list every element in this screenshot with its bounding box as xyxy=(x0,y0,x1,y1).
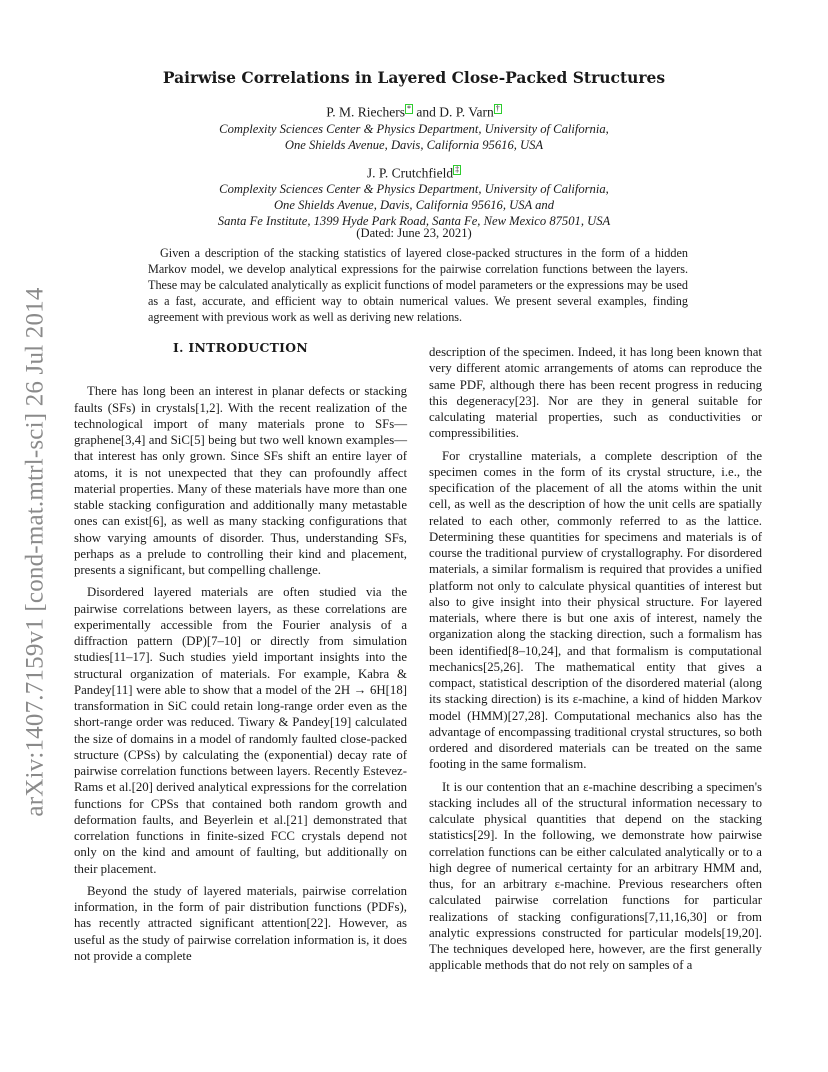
paper-date: (Dated: June 23, 2021) xyxy=(356,226,472,240)
author-riechers: P. M. Riechers xyxy=(326,104,405,120)
author-footnote-marker[interactable]: † xyxy=(495,104,500,113)
arxiv-identifier: arXiv:1407.7159v1 [cond-mat.mtrl-sci] 26 Jul 2014 xyxy=(22,287,50,817)
paragraph: description of the specimen. Indeed, it has long been known that very different atomic arrangements of atoms can reproduce the same PDF, although there has been recent progress in reducing this degeneracy[23]. Nor are they in general suitable for calculating material properties, such as conductivities or compressibilities. xyxy=(429,345,762,441)
affiliation-line: One Shields Avenue, Davis, California 95616, USA and xyxy=(273,198,555,212)
author-conjunction: and xyxy=(412,104,440,120)
abstract: Given a description of the stacking statistics of layered close-packed structures in the form of a hidden Markov model, we develop analytical expressions for the pairwise correlation functions between the layers. These may be calculated analytically as explicit functions of model parameters or the expressions may be used as a fast, accurate, and efficient way to obtain numerical values. We present several examples, finding agreement with previous work as well as deriving new relations. xyxy=(148,246,688,324)
left-column xyxy=(74,340,407,970)
right-column xyxy=(429,344,762,980)
affiliation-line: Complexity Sciences Center & Physics Department, University of California, xyxy=(219,182,609,196)
affiliation-2 xyxy=(0,181,828,229)
affiliation-line: Complexity Sciences Center & Physics Department, University of California, xyxy=(219,122,609,136)
author-footnote-marker[interactable]: ‡ xyxy=(455,165,460,174)
paragraph: There has long been an interest in planar defects or stacking faults (SFs) in crystals[1,2]. With the recent realization of the technological import of many materials prone to SFs—graphene[3,4] and SiC[5] being but two well known examples—that interest has only grown. Since SFs shift an entire layer of atoms, it is not unexpected that they can profoundly affect material properties. Many of these materials have more than one stable stacking configuration and additionally many metastable ones can exist[6], as well as many stacking configurations that show varying amounts of disorder. Thus, understanding SFs, perhaps as a prelude to controlling their kind and placement, presents a significant, but compelling challenge. xyxy=(74,384,407,577)
author-line-2 xyxy=(0,165,828,182)
paragraph: It is our contention that an ε-machine describing a specimen's stacking includes all of the structural information necessary to calculate physical quantities that depend on the stacking statistics[29]. In the following, we demonstrate how pairwise correlation functions can be either calculated analytically or to a high degree of numerical certainty for an arbitrary HMM and, thus, for an arbitrary ε-machine. Previous researchers often calculated pairwise correlation functions for particular realizations of stacking configurations[7,11,16,30] or from analytic expressions constructed for particular models[19,20]. The techniques developed here, however, are the first generally applicable methods that do not rely on samples of a xyxy=(429,779,762,973)
paper-title: Pairwise Correlations in Layered Close-Packed Structures xyxy=(162,68,666,87)
arxiv-side-stamp xyxy=(10,222,62,882)
affiliation-line: Santa Fe Institute, 1399 Hyde Park Road, Santa Fe, New Mexico 87501, USA xyxy=(217,214,611,228)
author-line-1 xyxy=(0,104,828,121)
author-crutchfield: J. P. Crutchfield xyxy=(366,165,454,181)
author-footnote-marker[interactable]: * xyxy=(406,104,411,113)
paragraph: Beyond the study of layered materials, pairwise correlation information, in the form of pair distribution functions (PDFs), has recently attracted significant attention[22]. However, as useful as the study of pairwise correlation information is, it does not provide a complete xyxy=(74,883,407,963)
paragraph: For crystalline materials, a complete description of the specimen comes in the form of its crystal structure, i.e., the specification of the placement of all the atoms within the unit cell, as well as the description of how the unit cells are spatially related to each other, commonly referred to as the lattice. Determining these quantities for specimens and materials is of course the traditional purview of crystallography. For disordered materials, a similar formalism is required that provides a unified platform not only to calculate physical quantities of interest but also to give insight into their physical structure. For layered materials, where there is but one axis of interest, namely the organization along the stacking direction, such a formalism has been identified[8–10,24], and that formalism is computational mechanics[25,26]. The mathematical entity that gives a compact, statistical description of the disordered material (along its stacking direction) is its ε-machine, a kind of hidden Markov model (HMM)[27,28]. Computational mechanics also has the advantage of encompassing traditional crystal structures, so both ordered and disordered materials can be treated on the same footing in the same formalism. xyxy=(429,448,762,772)
paragraph: Disordered layered materials are often studied via the pairwise correlations between layers, as these correlations are experimentally accessible from the Fourier analysis of a diffraction pattern (DP)[7–10] or directly from simulation studies[11–17]. Such studies yield important insights into the structural organization of materials. For example, Kabra & Pandey[11] were able to show that a model of the 2H → 6H[18] transformation in SiC could retain long-range order even as the short-range order was reduced. Tiwary & Pandey[19] calculated the size of domains in a model of randomly faulted close-packed structure (CPSs) by calculating the (exponential) decay rate of pairwise correlation functions between layers. Recently Estevez-Rams et al.[20] derived analytical expressions for the correlation functions for CPSs that contained both random growth and deformation faults, and Beyerlein et al.[21] demonstrated that correlation functions in finite-sized FCC crystals depend not only on the kind and amount of faulting, but additionally on their placement. xyxy=(74,585,407,876)
section-heading: I. INTRODUCTION xyxy=(173,340,308,355)
author-varn: D. P. Varn xyxy=(439,104,494,120)
affiliation-line: One Shields Avenue, Davis, California 95616, USA xyxy=(284,138,544,152)
affiliation-1 xyxy=(0,121,828,153)
